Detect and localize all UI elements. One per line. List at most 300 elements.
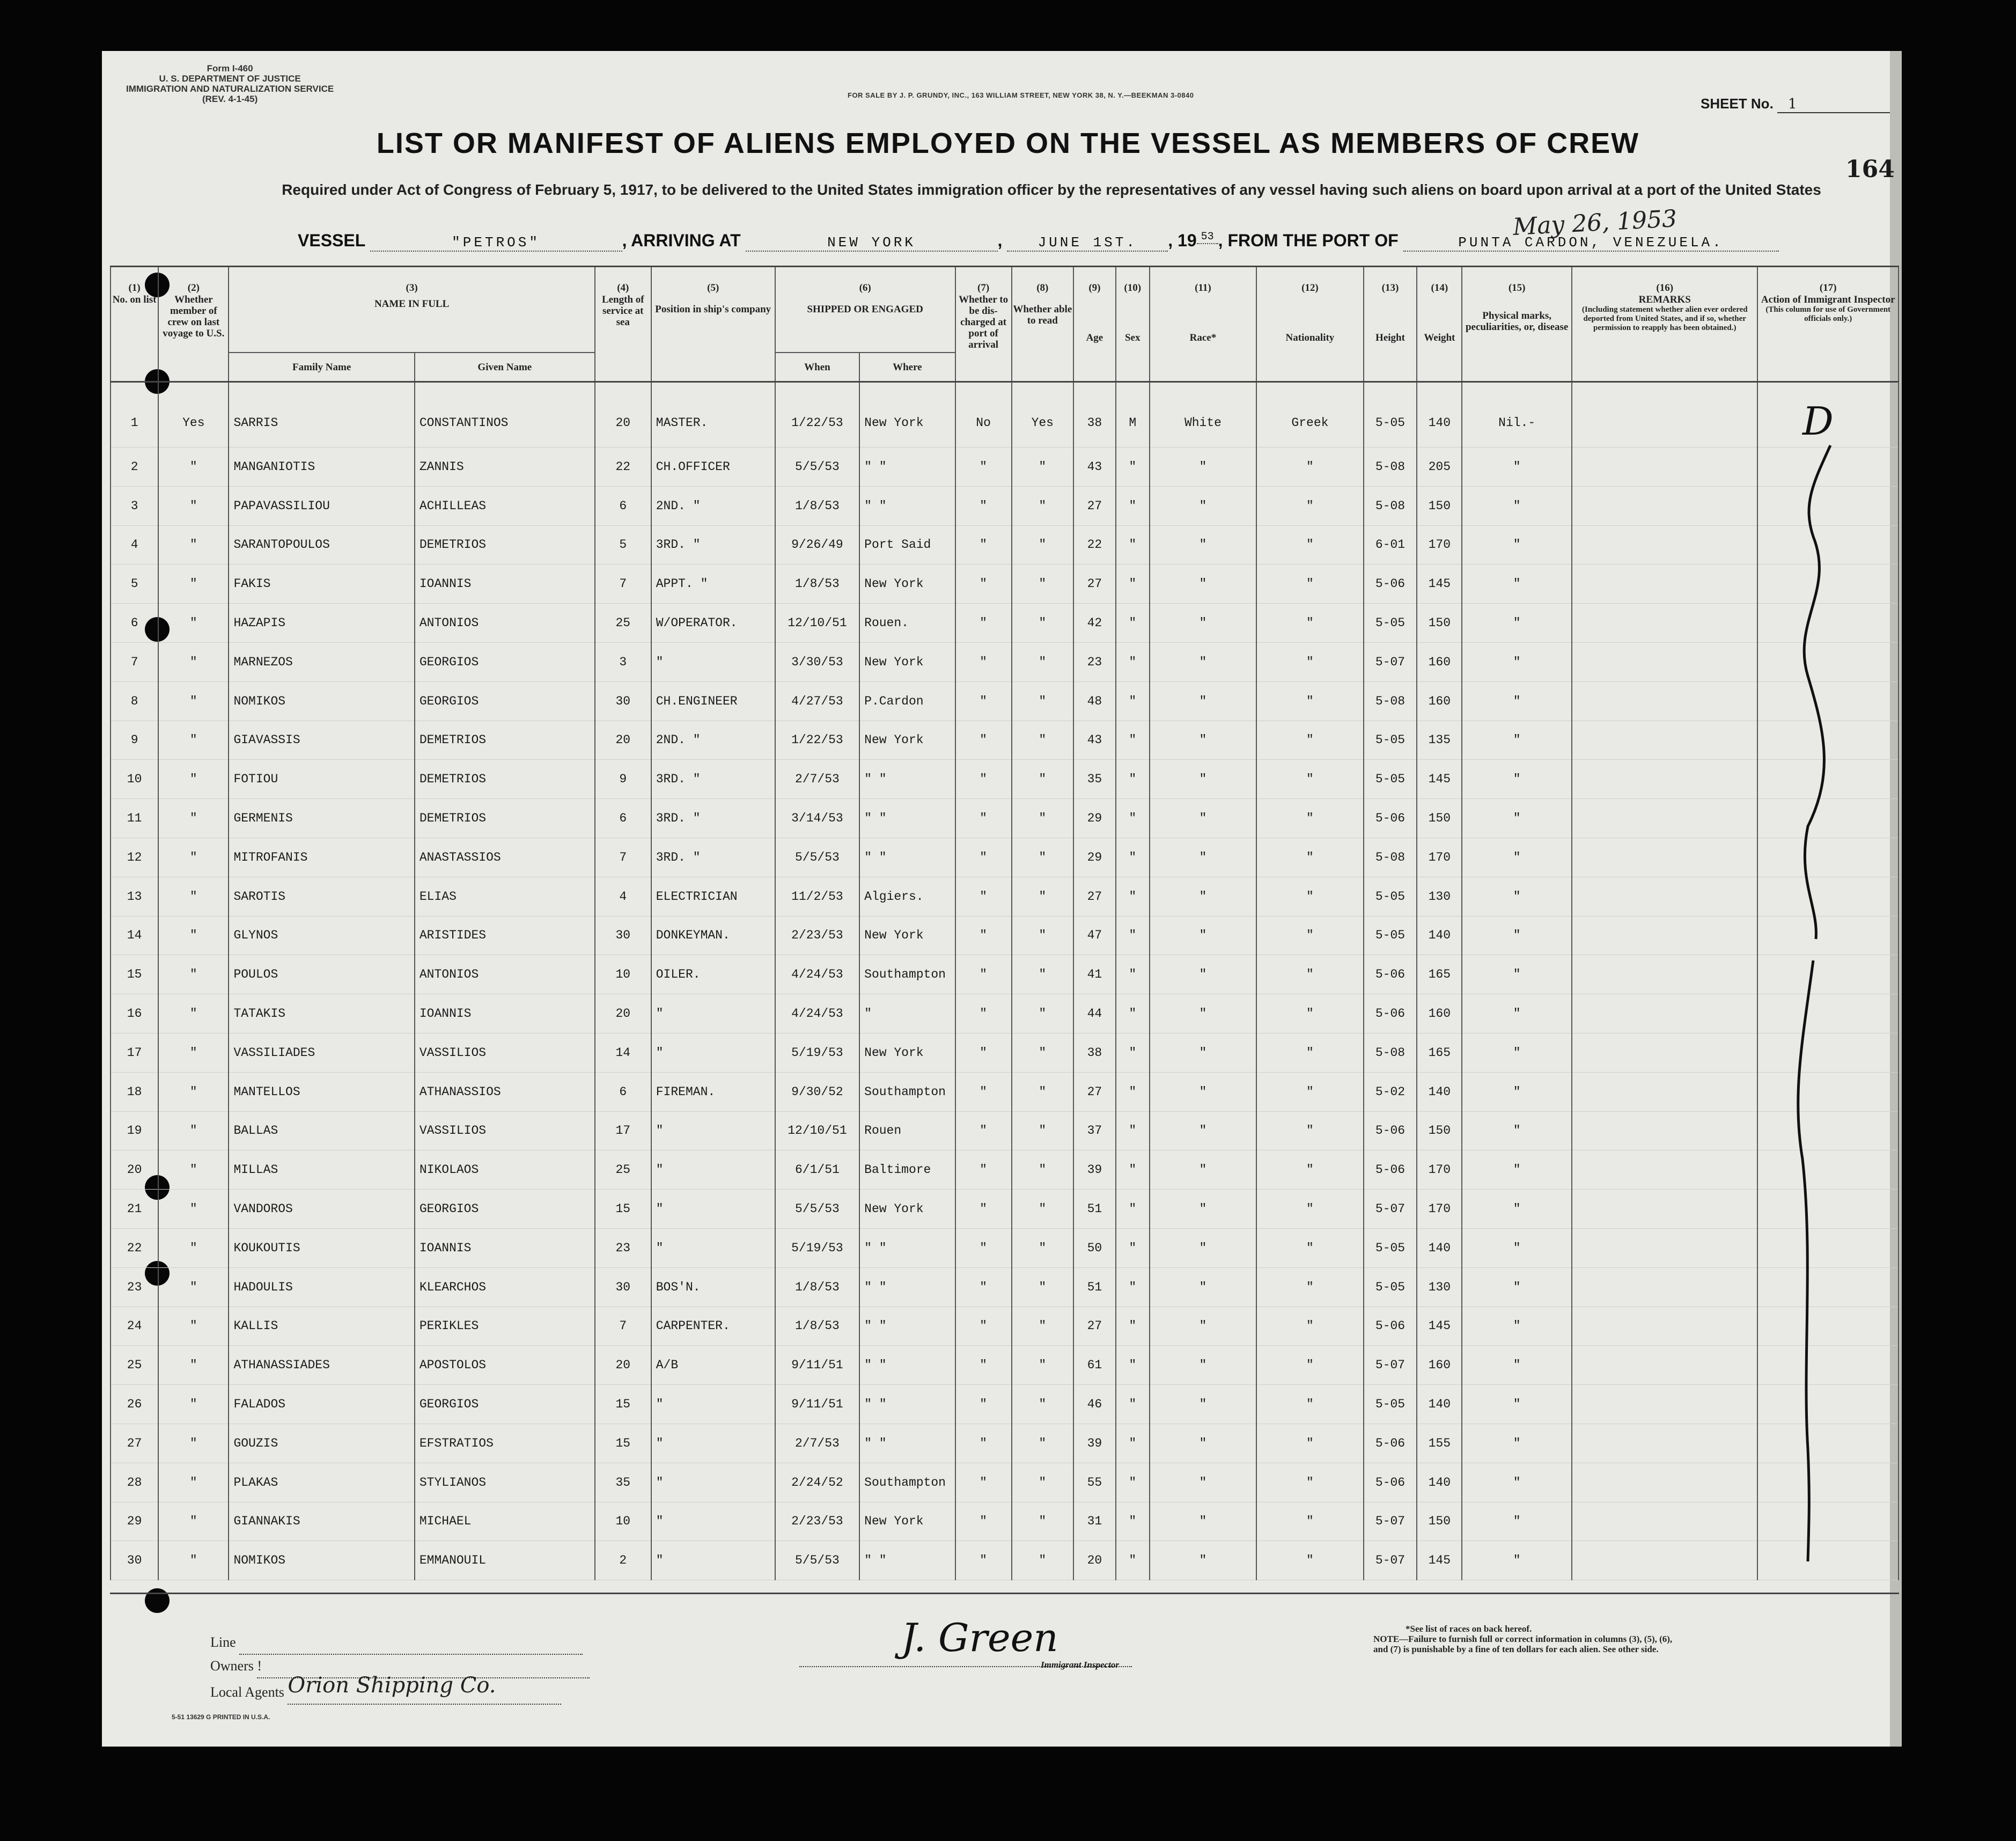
weight-cell: 170	[1417, 838, 1462, 877]
age-cell: 51	[1073, 1267, 1116, 1307]
prev-voyage-cell: "	[158, 799, 229, 838]
race-cell: "	[1150, 1385, 1256, 1424]
sheet-value: 1	[1777, 96, 1890, 113]
weight-cell: 145	[1417, 564, 1462, 604]
nationality-cell: "	[1256, 1150, 1363, 1190]
given-name-cell: GEORGIOS	[415, 642, 595, 681]
owners-value: !	[257, 1658, 262, 1674]
physical-marks-cell: "	[1462, 1307, 1572, 1346]
sex-cell: "	[1116, 1111, 1150, 1150]
weight-cell: 130	[1417, 877, 1462, 916]
nationality-cell: "	[1256, 1502, 1363, 1541]
prev-voyage-cell: "	[158, 760, 229, 799]
discharged-cell: "	[955, 1424, 1012, 1463]
nationality-cell: "	[1256, 1072, 1363, 1111]
col-age: Age	[1073, 294, 1116, 382]
service-years-cell: 20	[595, 721, 651, 760]
able-to-read-cell: "	[1012, 564, 1073, 604]
age-cell: 27	[1073, 486, 1116, 525]
age-cell: 22	[1073, 525, 1116, 564]
service-years-cell: 6	[595, 1072, 651, 1111]
row-number-cell: 5	[111, 564, 158, 604]
crew-row	[111, 681, 1899, 721]
prev-voyage-cell: "	[158, 721, 229, 760]
service-years-cell: 15	[595, 1385, 651, 1424]
able-to-read-cell: "	[1012, 955, 1073, 994]
row-number-cell: 30	[111, 1541, 158, 1580]
remarks-cell	[1572, 1463, 1757, 1502]
able-to-read-cell: "	[1012, 838, 1073, 877]
physical-marks-cell: "	[1462, 877, 1572, 916]
weight-cell: 140	[1417, 1385, 1462, 1424]
crew-row	[111, 382, 1899, 448]
prev-voyage-cell: "	[158, 1346, 229, 1385]
crew-row	[111, 721, 1899, 760]
weight-cell: 140	[1417, 916, 1462, 955]
physical-marks-cell: "	[1462, 604, 1572, 643]
position-cell: 3RD. "	[651, 760, 775, 799]
sex-cell: "	[1116, 955, 1150, 994]
able-to-read-cell: "	[1012, 1385, 1073, 1424]
row-number-cell: 1	[111, 382, 158, 448]
position-cell: 2ND. "	[651, 486, 775, 525]
shipped-when-cell: 2/23/53	[775, 1502, 859, 1541]
given-name-cell: MICHAEL	[415, 1502, 595, 1541]
col-family-name: Family Name	[229, 353, 414, 382]
able-to-read-cell: "	[1012, 1033, 1073, 1072]
race-cell: "	[1150, 1346, 1256, 1385]
row-number-cell: 29	[111, 1502, 158, 1541]
sex-cell: "	[1116, 1424, 1150, 1463]
action-mark-letter: D	[1802, 399, 1834, 444]
family-name-cell: GIAVASSIS	[229, 721, 414, 760]
age-cell: 39	[1073, 1150, 1116, 1190]
family-name-cell: MITROFANIS	[229, 838, 414, 877]
discharged-cell: "	[955, 486, 1012, 525]
remarks-cell	[1572, 916, 1757, 955]
discharged-cell: "	[955, 681, 1012, 721]
family-name-cell: TATAKIS	[229, 994, 414, 1033]
sheet-number	[1701, 96, 1890, 113]
weight-cell: 150	[1417, 799, 1462, 838]
able-to-read-cell: "	[1012, 681, 1073, 721]
col-race: Race*	[1150, 294, 1256, 382]
form-line: IMMIGRATION AND NATURALIZATION SERVICE	[126, 84, 334, 94]
table-bottom-rule	[110, 1593, 1899, 1594]
family-name-cell: MANTELLOS	[229, 1072, 414, 1111]
height-cell: 5-06	[1364, 1463, 1417, 1502]
service-years-cell: 4	[595, 877, 651, 916]
service-years-cell: 6	[595, 486, 651, 525]
row-number-cell: 28	[111, 1463, 158, 1502]
nationality-cell: "	[1256, 1346, 1363, 1385]
position-cell: "	[651, 1502, 775, 1541]
position-cell: FIREMAN.	[651, 1072, 775, 1111]
position-cell: ELECTRICIAN	[651, 877, 775, 916]
nationality-cell: "	[1256, 916, 1363, 955]
weight-cell: 150	[1417, 1111, 1462, 1150]
height-cell: 5-05	[1364, 1228, 1417, 1267]
colnum: (17)	[1757, 267, 1899, 295]
physical-marks-cell: "	[1462, 760, 1572, 799]
service-years-cell: 20	[595, 382, 651, 448]
row-number-cell: 11	[111, 799, 158, 838]
nationality-cell: "	[1256, 760, 1363, 799]
col-discharged: Whether to be dis-charged at port of arrival	[955, 294, 1012, 382]
race-cell: "	[1150, 1150, 1256, 1190]
sex-cell: "	[1116, 838, 1150, 877]
crew-row	[111, 1424, 1899, 1463]
continuation-line	[1804, 445, 1830, 939]
shipped-when-cell: 1/8/53	[775, 486, 859, 525]
age-cell: 43	[1073, 448, 1116, 487]
prev-voyage-cell: "	[158, 1228, 229, 1267]
sex-cell: "	[1116, 1502, 1150, 1541]
nationality-cell: "	[1256, 799, 1363, 838]
physical-marks-cell: "	[1462, 799, 1572, 838]
col-service: Length of service at sea	[595, 294, 651, 382]
given-name-cell: GEORGIOS	[415, 1385, 595, 1424]
position-cell: 3RD. "	[651, 525, 775, 564]
service-years-cell: 7	[595, 838, 651, 877]
service-years-cell: 7	[595, 1307, 651, 1346]
position-cell: CH.OFFICER	[651, 448, 775, 487]
penalty-note: NOTE—Failure to furnish full or correct information in columns (3), (5), (6), and (7) is punishable by a fine of ten dollars for each alien. See other side.	[1373, 1634, 1673, 1654]
age-cell: 37	[1073, 1111, 1116, 1150]
crew-row	[111, 1541, 1899, 1580]
shipped-when-cell: 2/7/53	[775, 760, 859, 799]
able-to-read-cell: "	[1012, 486, 1073, 525]
remarks-cell	[1572, 838, 1757, 877]
physical-marks-cell: "	[1462, 1072, 1572, 1111]
age-cell: 48	[1073, 681, 1116, 721]
physical-marks-cell: "	[1462, 448, 1572, 487]
family-name-cell: GIANNAKIS	[229, 1502, 414, 1541]
height-cell: 5-05	[1364, 604, 1417, 643]
family-name-cell: KOUKOUTIS	[229, 1228, 414, 1267]
height-cell: 5-05	[1364, 877, 1417, 916]
weight-cell: 160	[1417, 642, 1462, 681]
shipped-when-cell: 5/19/53	[775, 1228, 859, 1267]
discharged-cell: "	[955, 604, 1012, 643]
position-cell: "	[651, 1541, 775, 1580]
col-when: When	[775, 353, 859, 382]
service-years-cell: 15	[595, 1424, 651, 1463]
shipped-when-cell: 12/10/51	[775, 604, 859, 643]
age-cell: 38	[1073, 1033, 1116, 1072]
crew-row	[111, 799, 1899, 838]
given-name-cell: EFSTRATIOS	[415, 1424, 595, 1463]
remarks-cell	[1572, 1228, 1757, 1267]
row-number-cell: 14	[111, 916, 158, 955]
crew-row	[111, 564, 1899, 604]
shipped-when-cell: 9/26/49	[775, 525, 859, 564]
family-name-cell: PLAKAS	[229, 1463, 414, 1502]
shipped-where-cell: New York	[859, 721, 955, 760]
race-cell: "	[1150, 486, 1256, 525]
sex-cell: "	[1116, 916, 1150, 955]
family-name-cell: MILLAS	[229, 1150, 414, 1190]
printing-code: 5-51 13629 G PRINTED IN U.S.A.	[172, 1713, 270, 1721]
position-cell: 2ND. "	[651, 721, 775, 760]
physical-marks-cell: Nil.-	[1462, 382, 1572, 448]
row-number-cell: 22	[111, 1228, 158, 1267]
remarks-cell	[1572, 1346, 1757, 1385]
prev-voyage-cell: "	[158, 1033, 229, 1072]
nationality-cell: "	[1256, 525, 1363, 564]
shipped-where-cell: New York	[859, 916, 955, 955]
given-name-cell: APOSTOLOS	[415, 1346, 595, 1385]
prev-voyage-cell: "	[158, 877, 229, 916]
given-name-cell: NIKOLAOS	[415, 1150, 595, 1190]
remarks-cell	[1572, 721, 1757, 760]
inspector-label: Immigrant Inspector	[1041, 1660, 1119, 1670]
colnum: (2)	[158, 267, 229, 295]
row-number-cell: 10	[111, 760, 158, 799]
position-cell: W/OPERATOR.	[651, 604, 775, 643]
weight-cell: 150	[1417, 604, 1462, 643]
age-cell: 27	[1073, 1307, 1116, 1346]
service-years-cell: 35	[595, 1463, 651, 1502]
col-shipped: SHIPPED OR ENGAGED	[775, 294, 955, 353]
row-number-cell: 6	[111, 604, 158, 643]
given-name-cell: PERIKLES	[415, 1307, 595, 1346]
physical-marks-cell: "	[1462, 1424, 1572, 1463]
row-number-cell: 13	[111, 877, 158, 916]
discharged-cell: "	[955, 1228, 1012, 1267]
height-cell: 5-05	[1364, 721, 1417, 760]
physical-marks-cell: "	[1462, 916, 1572, 955]
arrival-year: 53	[1197, 231, 1218, 244]
given-name-cell: CONSTANTINOS	[415, 382, 595, 448]
voyage-line: VESSEL "PETROS" , ARRIVING AT NEW YORK , JUNE 1ST. , 19 53 , FROM THE PORT OF PUNTA CARDON, VENEZUELA.	[298, 231, 1779, 252]
row-number-cell: 17	[111, 1033, 158, 1072]
discharged-cell: "	[955, 916, 1012, 955]
shipped-when-cell: 5/5/53	[775, 1190, 859, 1229]
owners-label: Owners	[210, 1658, 254, 1674]
row-number-cell: 27	[111, 1424, 158, 1463]
given-name-cell: ATHANASSIOS	[415, 1072, 595, 1111]
remarks-cell	[1572, 1150, 1757, 1190]
given-name-cell: DEMETRIOS	[415, 721, 595, 760]
physical-marks-cell: "	[1462, 1228, 1572, 1267]
age-cell: 20	[1073, 1541, 1116, 1580]
family-name-cell: KALLIS	[229, 1307, 414, 1346]
colnum: (11)	[1150, 267, 1256, 295]
shipped-when-cell: 9/11/51	[775, 1346, 859, 1385]
colnum: (6)	[775, 267, 955, 295]
family-name-cell: POULOS	[229, 955, 414, 994]
year-prefix: 19	[1178, 231, 1197, 250]
prev-voyage-cell: "	[158, 1424, 229, 1463]
nationality-cell: "	[1256, 877, 1363, 916]
row-number-cell: 26	[111, 1385, 158, 1424]
service-years-cell: 22	[595, 448, 651, 487]
position-cell: "	[651, 994, 775, 1033]
nationality-cell: "	[1256, 955, 1363, 994]
row-number-cell: 4	[111, 525, 158, 564]
col-height: Height	[1364, 294, 1417, 382]
crew-row	[111, 1502, 1899, 1541]
able-to-read-cell: "	[1012, 448, 1073, 487]
family-name-cell: MANGANIOTIS	[229, 448, 414, 487]
shipped-when-cell: 2/23/53	[775, 916, 859, 955]
race-cell: "	[1150, 994, 1256, 1033]
race-note: *See list of races on back hereof.	[1406, 1624, 1532, 1634]
prev-voyage-cell: "	[158, 1307, 229, 1346]
race-cell: "	[1150, 916, 1256, 955]
shipped-where-cell: New York	[859, 1502, 955, 1541]
race-cell: "	[1150, 604, 1256, 643]
weight-cell: 140	[1417, 1463, 1462, 1502]
height-cell: 5-05	[1364, 916, 1417, 955]
height-cell: 5-08	[1364, 448, 1417, 487]
able-to-read-cell: "	[1012, 1346, 1073, 1385]
crew-row	[111, 1267, 1899, 1307]
row-number-cell: 25	[111, 1346, 158, 1385]
family-name-cell: BALLAS	[229, 1111, 414, 1150]
nationality-cell: "	[1256, 1463, 1363, 1502]
family-name-cell: PAPAVASSILIOU	[229, 486, 414, 525]
height-cell: 6-01	[1364, 525, 1417, 564]
position-cell: "	[651, 1385, 775, 1424]
sex-cell: M	[1116, 382, 1150, 448]
shipped-when-cell: 5/5/53	[775, 448, 859, 487]
inspector-signature: J. Green	[901, 1615, 1058, 1660]
shipped-when-cell: 4/24/53	[775, 994, 859, 1033]
given-name-cell: VASSILIOS	[415, 1111, 595, 1150]
position-cell: CARPENTER.	[651, 1307, 775, 1346]
family-name-cell: VANDOROS	[229, 1190, 414, 1229]
shipped-when-cell: 9/11/51	[775, 1385, 859, 1424]
row-number-cell: 21	[111, 1190, 158, 1229]
nationality-cell: Greek	[1256, 382, 1363, 448]
position-cell: 3RD. "	[651, 799, 775, 838]
nationality-cell: "	[1256, 681, 1363, 721]
physical-marks-cell: "	[1462, 1385, 1572, 1424]
sex-cell: "	[1116, 1385, 1150, 1424]
position-cell: "	[651, 1463, 775, 1502]
prev-voyage-cell: "	[158, 955, 229, 994]
shipped-where-cell: New York	[859, 1190, 955, 1229]
service-years-cell: 20	[595, 1346, 651, 1385]
race-cell: "	[1150, 838, 1256, 877]
prev-voyage-cell: "	[158, 1190, 229, 1229]
race-cell: "	[1150, 1424, 1256, 1463]
colnum: (5)	[651, 267, 775, 295]
service-years-cell: 10	[595, 1502, 651, 1541]
colnum: (12)	[1256, 267, 1363, 295]
weight-cell: 135	[1417, 721, 1462, 760]
shipped-where-cell: " "	[859, 1228, 955, 1267]
service-years-cell: 9	[595, 760, 651, 799]
agents-label: Local Agents	[210, 1684, 284, 1700]
height-cell: 5-05	[1364, 382, 1417, 448]
family-name-cell: FALADOS	[229, 1385, 414, 1424]
service-years-cell: 23	[595, 1228, 651, 1267]
weight-cell: 165	[1417, 955, 1462, 994]
shipped-where-cell: New York	[859, 1033, 955, 1072]
col-sex: Sex	[1116, 294, 1150, 382]
service-years-cell: 20	[595, 994, 651, 1033]
able-to-read-cell: "	[1012, 1228, 1073, 1267]
continuation-line	[1798, 960, 1813, 1561]
position-cell: "	[651, 1111, 775, 1150]
shipped-when-cell: 5/19/53	[775, 1033, 859, 1072]
height-cell: 5-08	[1364, 486, 1417, 525]
race-cell: "	[1150, 448, 1256, 487]
nationality-cell: "	[1256, 838, 1363, 877]
col-prev-voyage: Whether member of crew on last voyage to U.S.	[158, 294, 229, 382]
shipped-when-cell: 2/24/52	[775, 1463, 859, 1502]
shipped-where-cell: Baltimore	[859, 1150, 955, 1190]
shipped-where-cell: " "	[859, 799, 955, 838]
prev-voyage-cell: "	[158, 642, 229, 681]
crew-row	[111, 642, 1899, 681]
row-number-cell: 19	[111, 1111, 158, 1150]
physical-marks-cell: "	[1462, 1190, 1572, 1229]
height-cell: 5-08	[1364, 1033, 1417, 1072]
form-line: (REV. 4-1-45)	[202, 94, 258, 104]
weight-cell: 145	[1417, 1307, 1462, 1346]
position-cell: "	[651, 1033, 775, 1072]
service-years-cell: 10	[595, 955, 651, 994]
discharged-cell: "	[955, 1541, 1012, 1580]
physical-marks-cell: "	[1462, 838, 1572, 877]
family-name-cell: FOTIOU	[229, 760, 414, 799]
shipped-when-cell: 3/30/53	[775, 642, 859, 681]
remarks-cell	[1572, 955, 1757, 994]
crew-row	[111, 1385, 1899, 1424]
crew-row	[111, 916, 1899, 955]
discharged-cell: "	[955, 1502, 1012, 1541]
sex-cell: "	[1116, 799, 1150, 838]
shipped-where-cell: Algiers.	[859, 877, 955, 916]
discharged-cell: "	[955, 1190, 1012, 1229]
race-cell: "	[1150, 1267, 1256, 1307]
family-name-cell: SARANTOPOULOS	[229, 525, 414, 564]
line-blank	[239, 1631, 583, 1655]
prev-voyage-cell: "	[158, 838, 229, 877]
weight-cell: 145	[1417, 760, 1462, 799]
able-to-read-cell: "	[1012, 877, 1073, 916]
physical-marks-cell: "	[1462, 486, 1572, 525]
sex-cell: "	[1116, 564, 1150, 604]
race-cell: "	[1150, 1190, 1256, 1229]
position-cell: "	[651, 1190, 775, 1229]
sex-cell: "	[1116, 1033, 1150, 1072]
remarks-cell	[1572, 1111, 1757, 1150]
shipped-where-cell: " "	[859, 760, 955, 799]
crew-row	[111, 955, 1899, 994]
page-stamp: 164	[1845, 156, 1895, 183]
document-title: LIST OR MANIFEST OF ALIENS EMPLOYED ON THE VESSEL AS MEMBERS OF CREW	[376, 127, 1640, 159]
row-number-cell: 20	[111, 1150, 158, 1190]
crew-row	[111, 604, 1899, 643]
given-name-cell: ZANNIS	[415, 448, 595, 487]
weight-cell: 160	[1417, 681, 1462, 721]
row-number-cell: 9	[111, 721, 158, 760]
row-number-cell: 2	[111, 448, 158, 487]
age-cell: 44	[1073, 994, 1116, 1033]
nationality-cell: "	[1256, 994, 1363, 1033]
crew-row	[111, 1111, 1899, 1150]
crew-row	[111, 1033, 1899, 1072]
shipped-where-cell: " "	[859, 1267, 955, 1307]
service-years-cell: 30	[595, 916, 651, 955]
colnum: (4)	[595, 267, 651, 295]
able-to-read-cell: "	[1012, 1072, 1073, 1111]
